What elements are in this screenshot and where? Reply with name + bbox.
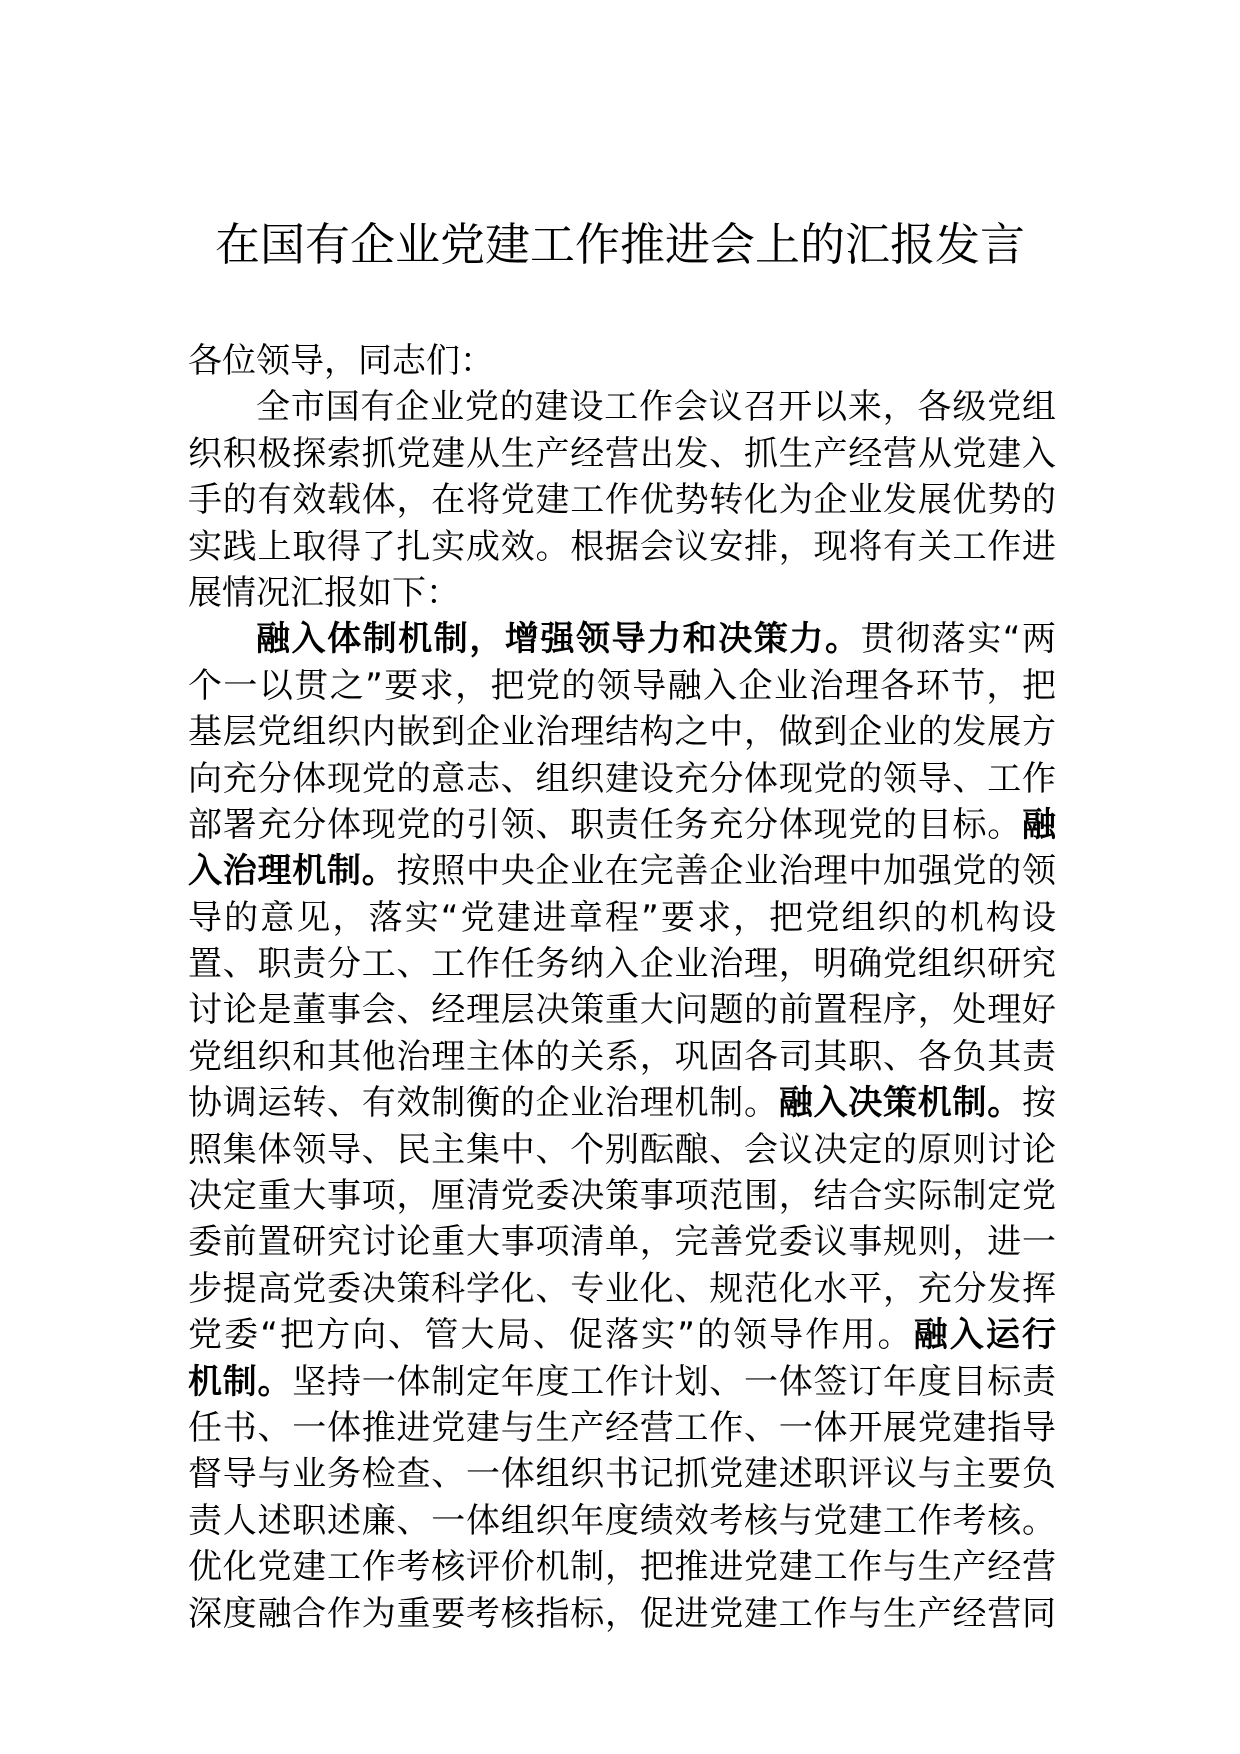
body-line <box>188 1312 1056 1358</box>
body-line <box>188 756 1056 802</box>
body-line <box>188 1173 1056 1219</box>
body-text-segment: 任书、一体推进党建与生产经营工作、一体开展党建指导 <box>188 1407 1056 1448</box>
body-line <box>188 987 1056 1033</box>
body-text-segment: 步提高党委决策科学化、专业化、规范化水平，充分发挥 <box>188 1268 1056 1309</box>
body-text-segment: 深度融合作为重要考核指标，促进党建工作与生产经营同 <box>188 1593 1056 1634</box>
body-text-segment: 督导与业务检查、一体组织书记抓党建述职评议与主要负 <box>188 1454 1056 1495</box>
body-text-segment: 实践上取得了扎实成效。根据会议安排，现将有关工作进 <box>188 526 1056 567</box>
body-text-segment: 个一以贯之”要求，把党的领导融入企业治理各环节，把 <box>188 665 1056 706</box>
body-line <box>188 1498 1056 1544</box>
body-line <box>188 1544 1056 1590</box>
body-line <box>188 1127 1056 1173</box>
body-line <box>188 895 1056 941</box>
body-line <box>188 1080 1056 1126</box>
body-text-segment: 展情况汇报如下： <box>188 572 460 613</box>
body-line <box>188 570 1056 616</box>
bold-heading-text: 入治理机制。 <box>188 851 397 892</box>
body-text-segment: 讨论是董事会、经理层决策重大问题的前置程序，处理好 <box>188 990 1056 1031</box>
body-text-segment: 贯彻落实“两 <box>860 619 1056 660</box>
body-line <box>188 384 1056 430</box>
body-line <box>188 1451 1056 1497</box>
body-text-segment: 决定重大事项，厘清党委决策事项范围，结合实际制定党 <box>188 1176 1056 1217</box>
body-text-segment: 按照中央企业在完善企业治理中加强党的领 <box>396 851 1056 892</box>
body-text-segment: 导的意见，落实“党建进章程”要求，把党组织的机构设 <box>188 897 1056 938</box>
body-text-segment: 手的有效载体，在将党建工作优势转化为企业发展优势的 <box>188 480 1056 521</box>
body-text-segment: 全市国有企业党的建设工作会议召开以来，各级党组 <box>256 387 1056 428</box>
body-line <box>188 941 1056 987</box>
body-line <box>188 663 1056 709</box>
body-text-segment: 坚持一体制定年度工作计划、一体签订年度目标责 <box>292 1361 1056 1402</box>
body-line <box>188 1219 1056 1265</box>
document-title: 在国有企业党建工作推进会上的汇报发言 <box>214 218 1025 271</box>
body-text-segment: 照集体领导、民主集中、个别酝酿、会议决定的原则讨论 <box>188 1129 1056 1170</box>
body-line <box>188 1591 1056 1637</box>
body-text-segment: 责人述职述廉、一体组织年度绩效考核与党建工作考核。 <box>188 1500 1056 1541</box>
body-line <box>188 1034 1056 1080</box>
body-line <box>188 1359 1056 1405</box>
bold-heading-text: 融入体制机制，增强领导力和决策力。 <box>256 619 861 660</box>
body-line <box>188 1405 1056 1451</box>
body-text-segment: 优化党建工作考核评价机制，把推进党建工作与生产经营 <box>188 1547 1056 1588</box>
body-line <box>188 431 1056 477</box>
bold-heading-text: 融入运行 <box>913 1315 1056 1356</box>
body-text-segment: 党委“把方向、管大局、促落实”的领导作用。 <box>188 1315 914 1356</box>
body-line <box>188 802 1056 848</box>
body-text-segment: 置、职责分工、工作任务纳入企业治理，明确党组织研究 <box>188 944 1056 985</box>
body-text-segment: 党组织和其他治理主体的关系，巩固各司其职、各负其责 <box>188 1036 1056 1077</box>
body-line <box>188 709 1056 755</box>
body-line <box>188 1266 1056 1312</box>
body-line <box>188 477 1056 523</box>
body-text-segment: 协调运转、有效制衡的企业治理机制。 <box>188 1083 779 1124</box>
body-line <box>188 524 1056 570</box>
bold-heading-text: 机制。 <box>188 1361 293 1402</box>
bold-heading-text: 融入决策机制。 <box>778 1083 1022 1124</box>
body-text-segment: 向充分体现党的意志、组织建设充分体现党的领导、工作 <box>188 758 1056 799</box>
body-text-segment: 委前置研究讨论重大事项清单，完善党委议事规则，进一 <box>188 1222 1056 1263</box>
body-line <box>188 616 1056 662</box>
body-line <box>188 848 1056 894</box>
body-text-segment: 部署充分体现党的引领、职责任务充分体现党的目标。 <box>188 804 1022 845</box>
salutation: 各位领导，同志们： <box>188 341 494 381</box>
document-body <box>188 338 1056 1637</box>
body-text-segment: 按 <box>1022 1083 1056 1124</box>
bold-heading-text: 融 <box>1022 804 1056 845</box>
body-text-segment: 基层党组织内嵌到企业治理结构之中，做到企业的发展方 <box>188 712 1056 753</box>
body-text-segment: 织积极探索抓党建从生产经营出发、抓生产经营从党建入 <box>188 433 1056 474</box>
